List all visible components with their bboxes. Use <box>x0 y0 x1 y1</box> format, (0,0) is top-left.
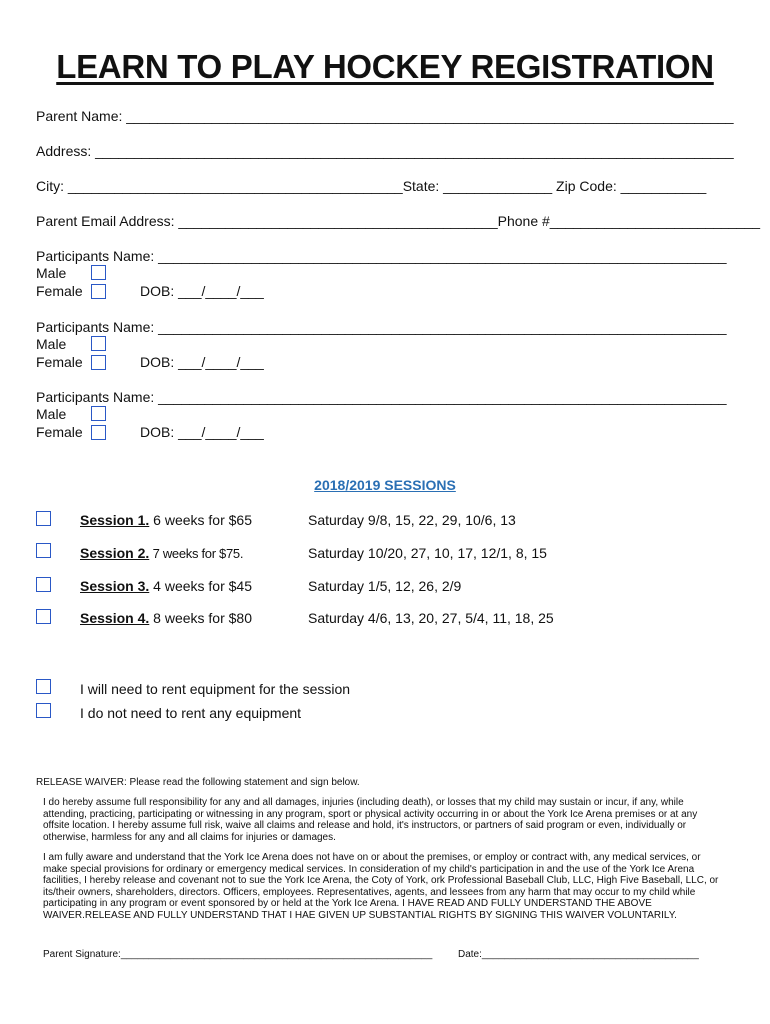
male-checkbox[interactable] <box>91 336 106 351</box>
female-label: Female <box>36 424 83 440</box>
session-label: Session 1. <box>80 512 150 528</box>
session-dates: Saturday 4/6, 13, 20, 27, 5/4, 11, 18, 25 <box>308 610 554 626</box>
male-checkbox[interactable] <box>91 406 106 421</box>
session-4-checkbox[interactable] <box>36 609 51 624</box>
session-4-text <box>80 610 252 626</box>
participant-name-field[interactable]: Participants Name: _________________________________________________________________________ <box>36 389 727 405</box>
rent-equipment-checkbox[interactable] <box>36 679 51 694</box>
city-state-zip-field[interactable]: City: ___________________________________________State: ______________ Zip Code: ___________ <box>36 178 707 194</box>
waiver-heading: RELEASE WAIVER: Please read the following statement and sign below. <box>36 777 360 788</box>
session-label: Session 2. <box>80 545 150 561</box>
female-checkbox[interactable] <box>91 355 106 370</box>
male-checkbox[interactable] <box>91 265 106 280</box>
parent-name-field[interactable]: Parent Name: ______________________________________________________________________________ <box>36 108 734 124</box>
session-label: Session 4. <box>80 610 150 626</box>
waiver-paragraph-2: I am fully aware and understand that the York Ice Arena does not have on or about the premises, or employ or contract with, any medical services, or make special provisions for ordinary or emergency medical services. In consideration of my child's participation in and the use of the York Ice Arena facilities, I hereby release and covenant not to sue the York Ice Arena, the Coty of York, ork Professional Baseball Club, LLC, High Five Baseball, LLC, or its/their owners, shareholders, directors. Officers, employees. Representatives, agents, and lessees from any harm that may occur to my child while participating in any program or event sponsored by or held at the York Ice Arena. I HAVE READ AND FULLY UNDERSTAND THE ABOVE WAIVER.RELEASE AND FULLY UNDERSTAND THAT I HAE GIVEN UP SUBSTANTIAL RIGHTS BY SIGNING THIS WAIVER VOLUNTARILY. <box>43 852 719 921</box>
male-label: Male <box>36 406 67 422</box>
page-title: LEARN TO PLAY HOCKEY REGISTRATION <box>56 48 714 85</box>
female-label: Female <box>36 283 83 299</box>
dob-field[interactable]: DOB: ___/____/___ <box>140 283 264 299</box>
female-checkbox[interactable] <box>91 425 106 440</box>
participant-name-field[interactable]: Participants Name: _________________________________________________________________________ <box>36 319 727 335</box>
session-2-text <box>80 545 243 561</box>
session-desc: 7 weeks for $75. <box>149 546 244 561</box>
male-label: Male <box>36 336 67 352</box>
female-label: Female <box>36 354 83 370</box>
session-1-checkbox[interactable] <box>36 511 51 526</box>
no-rent-equipment-label: I do not need to rent any equipment <box>80 705 302 721</box>
dob-field[interactable]: DOB: ___/____/___ <box>140 424 264 440</box>
rent-equipment-label: I will need to rent equipment for the session <box>80 681 351 697</box>
no-rent-equipment-checkbox[interactable] <box>36 703 51 718</box>
session-dates: Saturday 10/20, 27, 10, 17, 12/1, 8, 15 <box>308 545 547 561</box>
session-3-checkbox[interactable] <box>36 577 51 592</box>
male-label: Male <box>36 265 67 281</box>
parent-signature-field[interactable]: Parent Signature:________________________________________________________ <box>43 949 433 960</box>
sessions-heading: 2018/2019 SESSIONS <box>314 477 456 493</box>
female-checkbox[interactable] <box>91 284 106 299</box>
address-field[interactable]: Address: __________________________________________________________________________________ <box>36 143 734 159</box>
session-2-checkbox[interactable] <box>36 543 51 558</box>
session-desc: 6 weeks for $65 <box>149 512 252 528</box>
dob-field[interactable]: DOB: ___/____/___ <box>140 354 264 370</box>
session-label: Session 3. <box>80 578 150 594</box>
session-dates: Saturday 1/5, 12, 26, 2/9 <box>308 578 462 594</box>
session-desc: 8 weeks for $80 <box>149 610 252 626</box>
date-field[interactable]: Date:_______________________________________ <box>458 949 699 960</box>
waiver-paragraph-1: I do hereby assume full responsibility for any and all damages, injuries (including death), or losses that my child may sustain or incur, if any, while attending, practicing, participating or witnessing in any program, sport or physical activity occurring in or about the York Ice Arena premises or at any offsite location. I hereby assume full risk, waive all claims and release and hold, it's instructors, or partners of said program or even, individually or otherwise, harmless for any and all claims for injuries or damages. <box>43 797 698 843</box>
email-phone-field[interactable]: Parent Email Address: _________________________________________Phone #___________________________ <box>36 213 761 229</box>
participant-name-field[interactable]: Participants Name: _________________________________________________________________________ <box>36 248 727 264</box>
session-3-text <box>80 578 252 594</box>
session-dates: Saturday 9/8, 15, 22, 29, 10/6, 13 <box>308 512 516 528</box>
session-1-text <box>80 512 252 528</box>
session-desc: 4 weeks for $45 <box>149 578 252 594</box>
